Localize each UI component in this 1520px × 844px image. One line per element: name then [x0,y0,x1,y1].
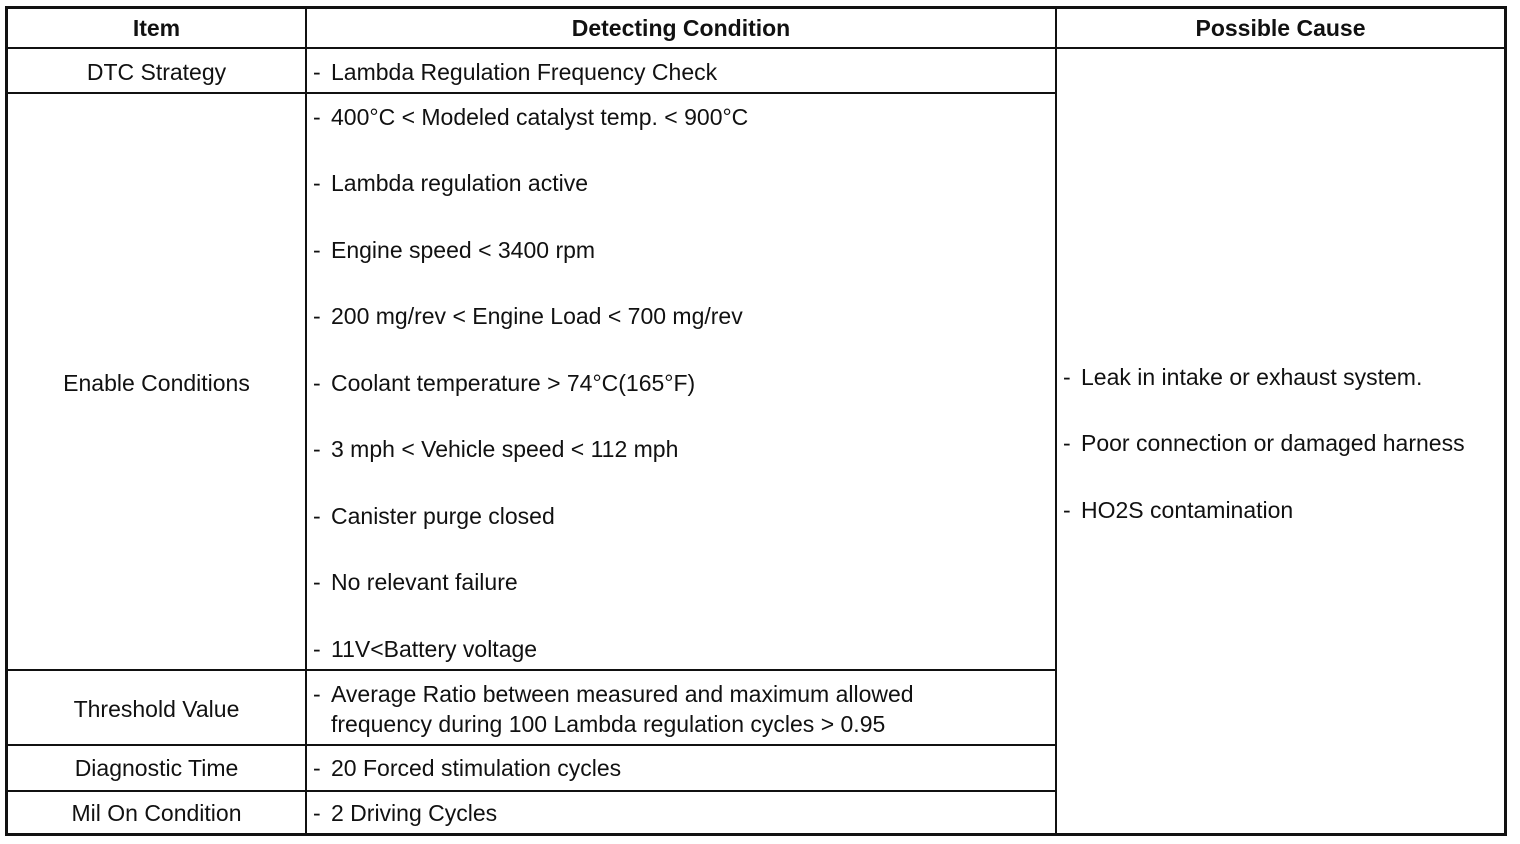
row-divider [5,92,1057,94]
condition-line: - 11V<Battery voltage [313,636,538,662]
condition-line: - Coolant temperature > 74°C(165°F) [313,370,696,396]
condition-line: - 2 Driving Cycles [313,800,498,826]
condition-line: - Engine speed < 3400 rpm [313,237,596,263]
condition-line: - Canister purge closed [313,503,555,529]
item-diagnostic-time: Diagnostic Time [74,755,239,781]
row-divider [5,669,1057,671]
header-divider [5,47,1507,49]
condition-line: - 20 Forced stimulation cycles [313,755,622,781]
header-detecting-condition: Detecting Condition [571,15,791,41]
possible-cause-item: - Poor connection or damaged harness [1063,430,1465,456]
column-divider-condition [1055,6,1057,836]
condition-line: - Lambda Regulation Frequency Check [313,59,718,85]
header-item: Item [132,15,181,41]
condition-line: - No relevant failure [313,569,518,595]
item-dtc-strategy: DTC Strategy [86,59,227,85]
row-divider [5,744,1057,746]
condition-line: - Average Ratio between measured and maximum allowed [313,681,914,707]
header-possible-cause: Possible Cause [1195,15,1366,41]
item-enable-conditions: Enable Conditions [63,370,250,396]
item-mil-on-condition: Mil On Condition [71,800,242,826]
row-divider [5,790,1057,792]
column-divider-item [305,6,307,836]
item-threshold-value: Threshold Value [73,696,240,722]
condition-line: - Lambda regulation active [313,170,588,196]
possible-cause-item: - HO2S contamination [1063,497,1294,523]
condition-line: - 200 mg/rev < Engine Load < 700 mg/rev [313,303,743,329]
condition-line: - 400°C < Modeled catalyst temp. < 900°C [313,104,749,130]
condition-line: - 3 mph < Vehicle speed < 112 mph [313,436,679,462]
possible-cause-item: - Leak in intake or exhaust system. [1063,364,1423,390]
condition-line-continued: frequency during 100 Lambda regulation cycles > 0.95 [331,711,886,737]
threshold-condition [313,679,914,739]
